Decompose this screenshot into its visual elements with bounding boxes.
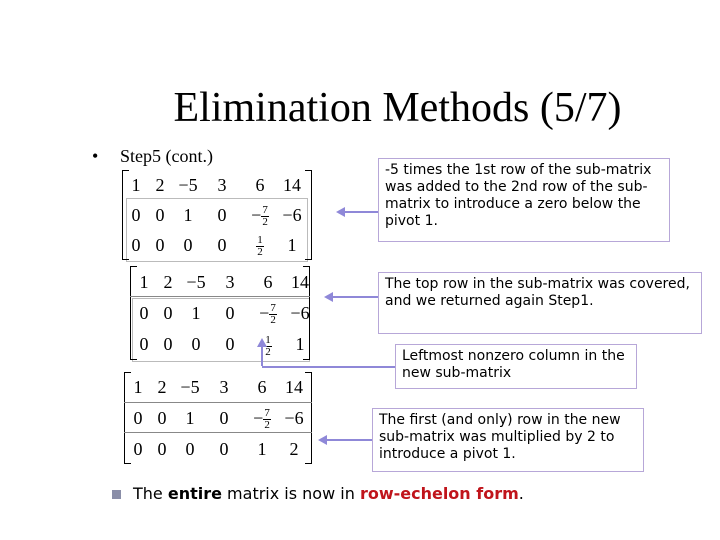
arrow-stem: [261, 344, 263, 366]
conclusion-entire: entire: [167, 484, 222, 503]
arrow-head-icon: [324, 292, 333, 302]
covered-row-line: [124, 432, 312, 433]
matrix-cell: −5: [186, 271, 206, 292]
step-bullet: [92, 146, 213, 167]
matrix-row: [122, 170, 312, 200]
matrix-cell: 0: [225, 334, 235, 355]
matrix-cell: 0: [157, 408, 167, 428]
matrix-cell: 1: [133, 377, 143, 398]
covered-row-line: [130, 296, 310, 297]
note-row-operation: -5 times the 1st row of the sub-matrix was added to the 2nd row of the sub-matrix to introduce a zero below the pivot 1.: [378, 158, 670, 242]
matrix-cell: 6: [257, 377, 267, 398]
matrix-cell: 0: [131, 205, 141, 225]
conclusion-suffix: .: [518, 484, 524, 503]
slide-title: Elimination Methods (5/7): [173, 85, 622, 131]
matrix-cell: 1: [139, 271, 149, 292]
fraction-numerator: 7: [264, 407, 270, 420]
matrix-cell: 3: [217, 175, 227, 195]
fraction-sign: −: [251, 205, 262, 225]
matrix-cell: 3: [219, 377, 229, 398]
matrix-row: [124, 434, 312, 464]
matrix-cell: −6: [290, 303, 310, 323]
arrow-head-icon: [336, 207, 345, 217]
fraction-numerator: 1: [265, 333, 271, 346]
matrix-cell: 6: [263, 271, 273, 292]
conclusion-prefix: The: [133, 484, 168, 503]
arrow-line: [262, 366, 395, 368]
matrix-cell: 1: [295, 334, 305, 355]
matrix-cell: 1: [183, 205, 193, 225]
matrix-cell: [246, 200, 274, 230]
conclusion-line: [112, 484, 524, 503]
covered-row-line: [124, 402, 312, 403]
fraction-numerator: 1: [257, 234, 263, 247]
fraction-sign: −: [259, 303, 270, 323]
matrix-cell: 0: [157, 438, 167, 459]
arrow-line: [326, 439, 372, 441]
fraction-denominator: 2: [270, 314, 276, 327]
matrix-cell: 2: [157, 377, 167, 398]
matrix-cell: 0: [163, 334, 173, 355]
matrix-cell: 0: [225, 303, 235, 323]
matrix-1: [122, 170, 312, 260]
matrix-cell: 14: [283, 175, 301, 195]
arrow-line: [344, 211, 378, 213]
matrix-cell: 14: [285, 377, 303, 398]
matrix-cell: 1: [287, 235, 297, 255]
fraction-sign: −: [253, 408, 264, 428]
arrow-head-icon: [318, 435, 327, 445]
matrix-cell: −5: [180, 377, 200, 398]
matrix-cell: 0: [219, 438, 229, 459]
matrix-cell: [254, 298, 282, 328]
conclusion-middle: matrix is now in: [221, 484, 360, 503]
matrix-row: [122, 200, 312, 230]
fraction-denominator: 2: [262, 216, 268, 229]
matrix-cell: 6: [255, 175, 265, 195]
fraction: [263, 408, 271, 431]
note-multiply-row: The first (and only) row in the new sub-matrix was multiplied by 2 to introduce a pivot 1.: [372, 408, 644, 472]
matrix-cell: −5: [178, 175, 198, 195]
matrix-2: [130, 266, 310, 360]
note-cover-top-row: The top row in the sub-matrix was covered, and we returned again Step1.: [378, 272, 702, 334]
matrix-cell: [248, 403, 276, 433]
matrix-cell: 0: [139, 303, 149, 323]
fraction-numerator: 7: [270, 302, 276, 315]
fraction: [269, 303, 277, 326]
bullet-dot: •: [92, 146, 99, 166]
fraction: [256, 235, 264, 258]
matrix-cell: 1: [257, 438, 267, 459]
matrix-cell: 0: [155, 205, 165, 225]
matrix-cell: −6: [282, 205, 302, 225]
matrix-row: [130, 329, 310, 359]
fraction-denominator: 2: [257, 246, 263, 259]
conclusion-row-echelon: row-echelon form: [359, 484, 519, 503]
matrix-cell: 0: [217, 235, 227, 255]
fraction-denominator: 2: [264, 419, 270, 432]
arrow-head-up-icon: [257, 338, 267, 347]
matrix-cell: 0: [139, 334, 149, 355]
matrix-cell: 0: [191, 334, 201, 355]
matrix-3: [124, 372, 312, 464]
matrix-cell: 0: [133, 438, 143, 459]
step-label: Step5 (cont.): [120, 146, 213, 166]
matrix-cell: −6: [284, 408, 304, 428]
matrix-row: [122, 230, 312, 260]
matrix-cell: 2: [163, 271, 173, 292]
matrix-cell: 0: [219, 408, 229, 428]
matrix-cell: 1: [131, 175, 141, 195]
matrix-row: [130, 298, 310, 328]
note-leftmost-column: Leftmost nonzero column in the new sub-matrix: [395, 344, 637, 389]
matrix-cell: [246, 230, 274, 260]
matrix-cell: 0: [163, 303, 173, 323]
matrix-cell: 2: [289, 438, 299, 459]
arrow-line: [332, 296, 378, 298]
matrix-cell: 0: [217, 205, 227, 225]
matrix-cell: 0: [185, 438, 195, 459]
bullet-square-icon: [112, 490, 121, 499]
matrix-cell: 0: [183, 235, 193, 255]
fraction-numerator: 7: [262, 204, 268, 217]
matrix-cell: 0: [131, 235, 141, 255]
matrix-cell: 14: [291, 271, 309, 292]
fraction-denominator: 2: [265, 345, 271, 358]
fraction: [261, 205, 269, 228]
matrix-cell: 0: [133, 408, 143, 428]
matrix-row: [124, 403, 312, 433]
matrix-cell: 1: [185, 408, 195, 428]
matrix-cell: 3: [225, 271, 235, 292]
matrix-row: [124, 372, 312, 402]
matrix-cell: 0: [155, 235, 165, 255]
matrix-cell: 1: [191, 303, 201, 323]
matrix-row: [130, 267, 310, 297]
matrix-cell: 2: [155, 175, 165, 195]
